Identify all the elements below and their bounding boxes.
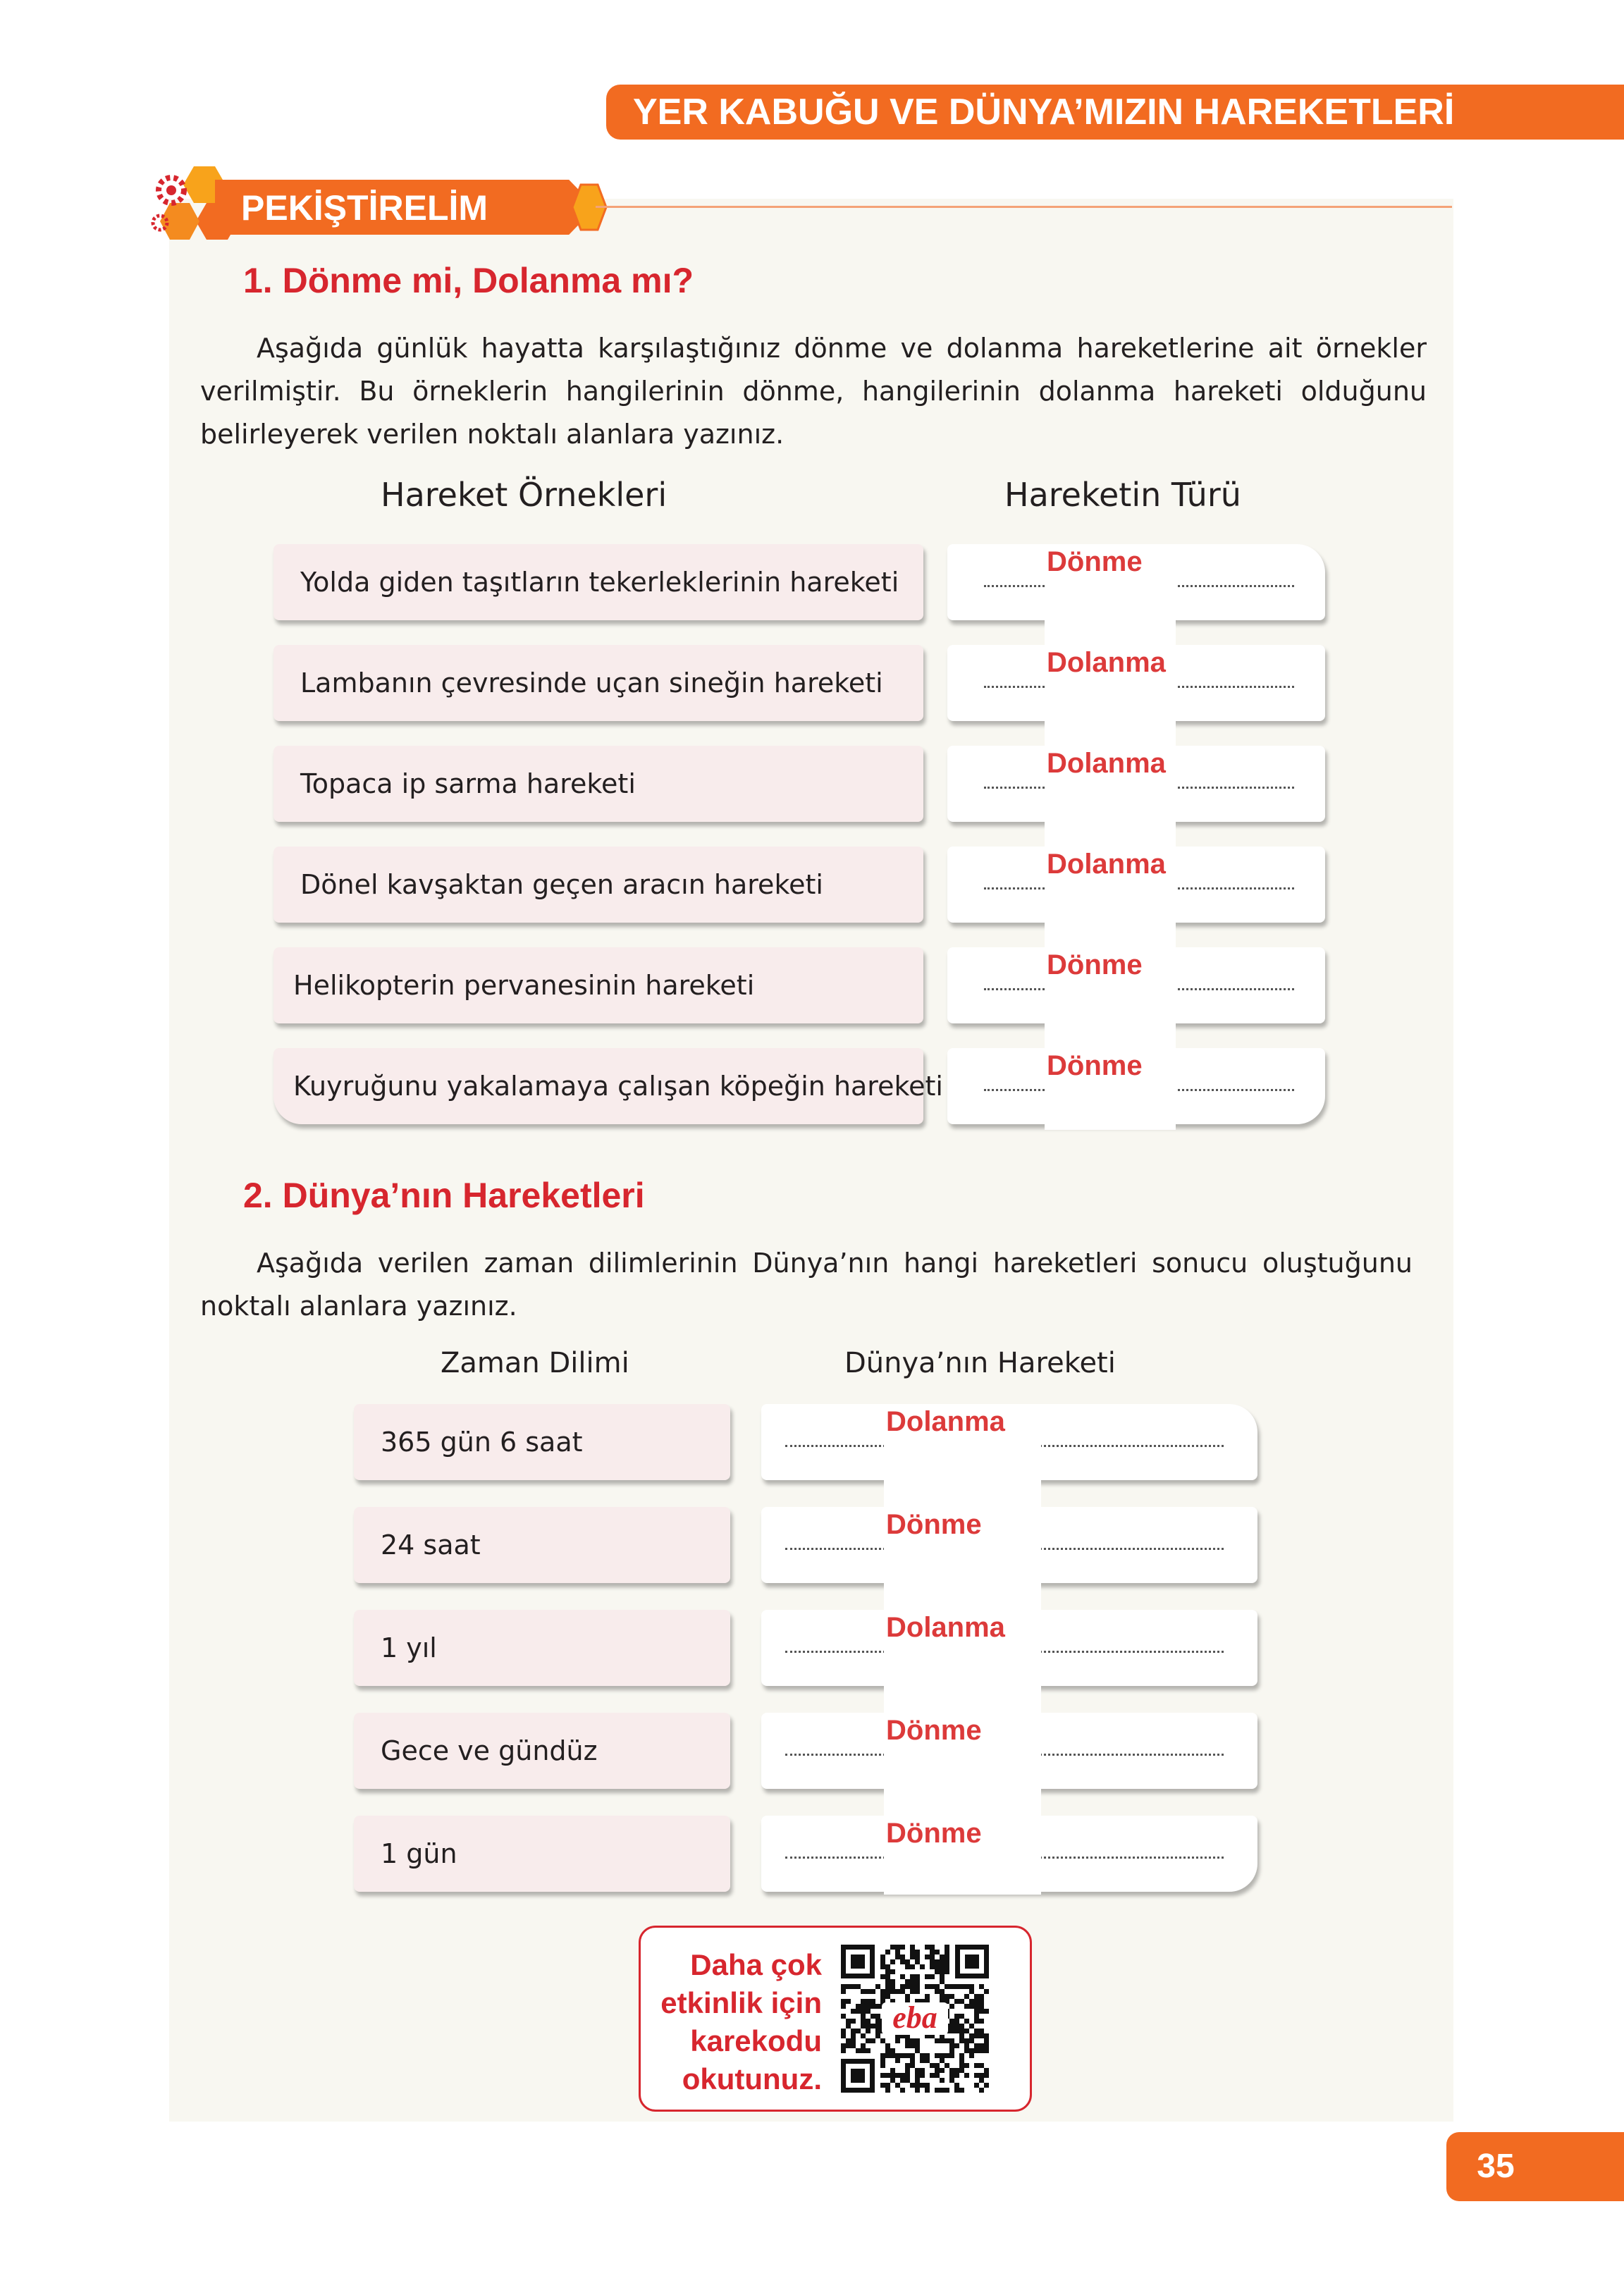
period-text: 24 saat <box>381 1529 481 1560</box>
example-box <box>273 746 923 822</box>
part2-col-period: Zaman Dilimi <box>441 1347 629 1379</box>
answer-text: Dolanma <box>1045 746 1176 847</box>
part1-col-examples: Hareket Örnekleri <box>381 476 668 514</box>
part2-heading: 2. Dünya’nın Hareketleri <box>243 1176 645 1215</box>
period-box <box>354 1816 730 1892</box>
part2-col-motion: Dünya’nın Hareketi <box>844 1347 1116 1379</box>
example-text: Lambanın çevresinde uçan sineğin hareketi <box>300 667 883 698</box>
chapter-title: YER KABUĞU VE DÜNYA’MIZIN HAREKETLERİ <box>633 92 1455 133</box>
part1-col-type: Hareketin Türü <box>1004 476 1241 514</box>
answer-text: Dönme <box>1045 947 1176 1048</box>
example-box <box>273 1048 943 1124</box>
answer-text: Dolanma <box>884 1610 1041 1713</box>
qr-text-line: Daha çok <box>690 1948 822 1981</box>
part1-heading: 1. Dönme mi, Dolanma mı? <box>243 261 694 300</box>
part1-instructions: Aşağıda günlük hayatta karşılaştığınız dönme ve dolanma hareketlerine ait örnekler verilmiştir. Bu örneklerin hangilerinin dönme, hangilerinin dolanma hareketi olduğunu belirleyerek verilen noktalı alanlara yazınız. <box>200 333 1427 450</box>
qr-text-line: karekodu <box>690 2024 822 2057</box>
example-text: Kuyruğunu yakalamaya çalışan köpeğin hareketi <box>293 1071 943 1102</box>
qr-text-line: okutunuz. <box>682 2062 822 2095</box>
period-text: Gece ve gündüz <box>381 1735 598 1766</box>
answer-text: Dolanma <box>884 1404 1041 1507</box>
example-text: Helikopterin pervanesinin hareketi <box>293 970 755 1001</box>
answer-text: Dönme <box>1045 1048 1176 1130</box>
example-text: Topaca ip sarma hareketi <box>300 768 636 799</box>
part2-instructions: Aşağıda verilen zaman dilimlerinin Dünya’nın hangi hareketleri sonucu oluştuğunu noktalı alanlara yazınız. <box>200 1248 1413 1322</box>
period-box <box>354 1610 730 1686</box>
period-box <box>354 1507 730 1583</box>
example-text: Dönel kavşaktan geçen aracın hareketi <box>300 869 823 900</box>
answer-text: Dolanma <box>1045 645 1176 746</box>
page-number: 35 <box>1477 2148 1515 2185</box>
period-text: 1 yıl <box>381 1632 437 1663</box>
qr-callout <box>639 1926 1032 2112</box>
eba-logo: eba <box>892 2000 937 2035</box>
banner-divider <box>596 206 1452 208</box>
example-box <box>273 645 923 721</box>
answer-text: Dönme <box>884 1713 1041 1816</box>
example-text: Yolda giden taşıtların tekerleklerinin hareketi <box>300 567 899 598</box>
answer-text: Dönme <box>1045 544 1176 645</box>
period-box <box>354 1713 730 1789</box>
section-banner-title: PEKİŞTİRELİM <box>241 188 488 228</box>
example-box <box>273 947 923 1023</box>
period-text: 1 gün <box>381 1838 457 1869</box>
qr-text-line: etkinlik için <box>660 1986 822 2019</box>
answer-text: Dolanma <box>1045 847 1176 947</box>
period-text: 365 gün 6 saat <box>381 1427 583 1458</box>
example-box <box>273 544 923 620</box>
example-box <box>273 847 923 923</box>
qr-code-icon[interactable] <box>841 1945 989 2093</box>
answer-text: Dönme <box>884 1507 1041 1610</box>
answer-text: Dönme <box>884 1816 1041 1895</box>
period-box <box>354 1404 730 1480</box>
